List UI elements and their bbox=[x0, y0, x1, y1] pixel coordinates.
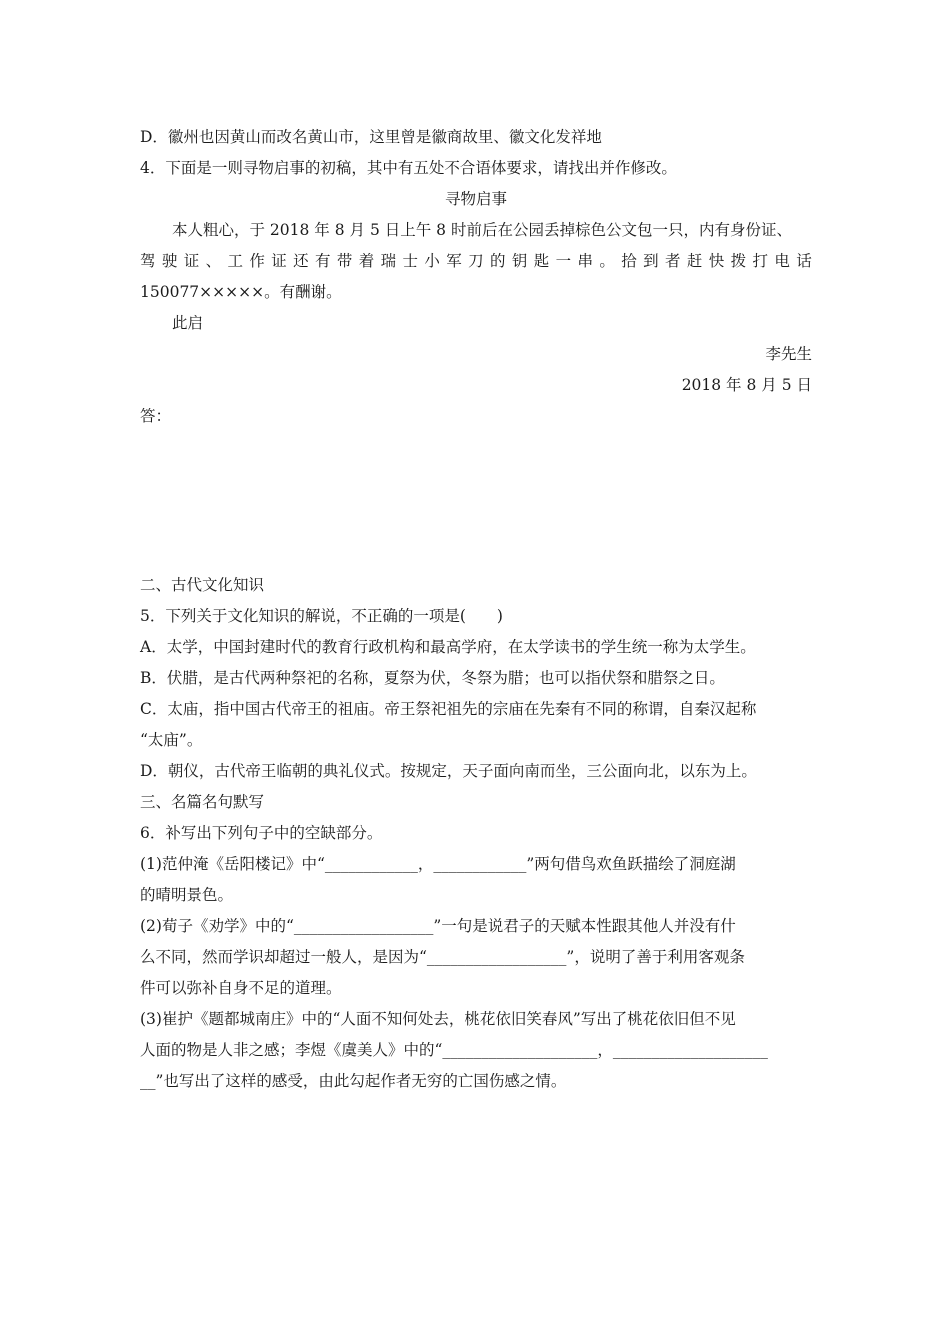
notice-char: 到 bbox=[643, 252, 659, 270]
notice-char: 驶 bbox=[161, 252, 178, 270]
notice-char: 瑞 bbox=[380, 252, 397, 270]
notice-char: 打 bbox=[752, 252, 769, 270]
notice-char: 证 bbox=[183, 252, 200, 270]
option-d-q3: D．徽州也因黄山而改名黄山市，这里曾是徽商故里、徽文化发祥地 bbox=[140, 128, 602, 146]
notice-char: 一 bbox=[555, 252, 572, 270]
notice-char: 的 bbox=[490, 252, 506, 270]
notice-char: 拾 bbox=[621, 252, 637, 270]
item-3-line-3: __”也写出了这样的感受，由此勾起作者无穷的亡国伤感之情。 bbox=[140, 1072, 567, 1090]
notice-char: 赶 bbox=[686, 252, 703, 270]
notice-char: 证 bbox=[271, 252, 287, 270]
item-2-line-2: 么不同，然而学识却超过一般人，是因为“__________________”，说明了善于利用客观条 bbox=[140, 948, 745, 966]
question-6: 6．补写出下列句子中的空缺部分。 bbox=[140, 824, 383, 842]
notice-char: 军 bbox=[446, 252, 462, 270]
notice-char: 电 bbox=[774, 252, 790, 270]
question-4: 4．下面是一则寻物启事的初稿，其中有五处不合语体要求，请找出并作修改。 bbox=[140, 159, 677, 177]
notice-char: 。 bbox=[599, 252, 615, 270]
notice-char: 着 bbox=[358, 252, 375, 270]
notice-char: 者 bbox=[665, 252, 681, 270]
notice-char: 小 bbox=[424, 252, 440, 270]
option-c-line-2: “太庙”。 bbox=[140, 731, 203, 749]
notice-char: 还 bbox=[293, 252, 309, 270]
item-1-line-2: 的晴明景色。 bbox=[140, 886, 234, 904]
item-3-line-1: (3)崔护《题都城南庄》中的“人面不知何处去，桃花依旧笑春风”写出了桃花依旧但不见 bbox=[140, 1010, 736, 1028]
option-c-line-1: C．太庙，指中国古代帝王的祖庙。帝王祭祀祖先的宗庙在先秦有不同的称谓，自秦汉起称 bbox=[140, 700, 757, 718]
item-1-line-1: (1)范仲淹《岳阳楼记》中“____________，____________”两句借鸟欢鱼跃描绘了洞庭湖 bbox=[140, 855, 736, 873]
section-2-heading: 二、古代文化知识 bbox=[140, 576, 265, 594]
notice-char: 串 bbox=[577, 252, 594, 270]
option-a: A．太学，中国封建时代的教育行政机构和最高学府，在太学读书的学生统一称为太学生。 bbox=[140, 638, 756, 656]
notice-body-line-3: 150077×××××。有酬谢。 bbox=[140, 283, 342, 301]
notice-char: 、 bbox=[205, 252, 222, 270]
notice-char: 刀 bbox=[468, 252, 484, 270]
document-page bbox=[140, 122, 812, 1097]
notice-char: 士 bbox=[402, 252, 419, 270]
option-d: D．朝仪，古代帝王临朝的典礼仪式。按规定，天子面向南而坐，三公面向北，以东为上。 bbox=[140, 762, 757, 780]
notice-char: 作 bbox=[249, 252, 265, 270]
answer-space[interactable] bbox=[140, 432, 812, 570]
notice-char: 驾 bbox=[140, 252, 156, 270]
notice-signature: 李先生 bbox=[765, 345, 812, 363]
section-3-heading: 三、名篇名句默写 bbox=[140, 793, 265, 811]
item-2-line-1: (2)荀子《劝学》中的“__________________”一句是说君子的天赋本性跟其他人并没有什 bbox=[140, 917, 736, 935]
option-b: B．伏腊，是古代两种祭祀的名称，夏祭为伏，冬祭为腊；也可以指伏祭和腊祭之日。 bbox=[140, 669, 725, 687]
item-3-line-2: 人面的物是人非之感；李煜《虞美人》中的“____________________，____________________ bbox=[140, 1041, 768, 1059]
notice-char: 话 bbox=[796, 252, 812, 270]
notice-char: 有 bbox=[315, 252, 331, 270]
notice-body-line-2 bbox=[140, 246, 812, 277]
answer-label: 答： bbox=[140, 407, 172, 425]
notice-closing: 此启 bbox=[172, 314, 204, 332]
notice-char: 钥 bbox=[511, 252, 528, 270]
notice-title: 寻物启事 bbox=[444, 190, 507, 208]
question-5: 5．下列关于文化知识的解说，不正确的一项是( ) bbox=[140, 607, 503, 625]
notice-char: 带 bbox=[336, 252, 353, 270]
item-2-line-3: 件可以弥补自身不足的道理。 bbox=[140, 979, 342, 997]
notice-char: 快 bbox=[708, 252, 725, 270]
notice-date: 2018 年 8 月 5 日 bbox=[681, 376, 812, 394]
notice-body-line-1: 本人粗心，于 2018 年 8 月 5 日上午 8 时前后在公园丢掉棕色公文包一只，内有身份证、 bbox=[172, 221, 792, 239]
notice-char: 匙 bbox=[533, 252, 550, 270]
notice-char: 工 bbox=[227, 252, 244, 270]
notice-char: 拨 bbox=[730, 252, 747, 270]
